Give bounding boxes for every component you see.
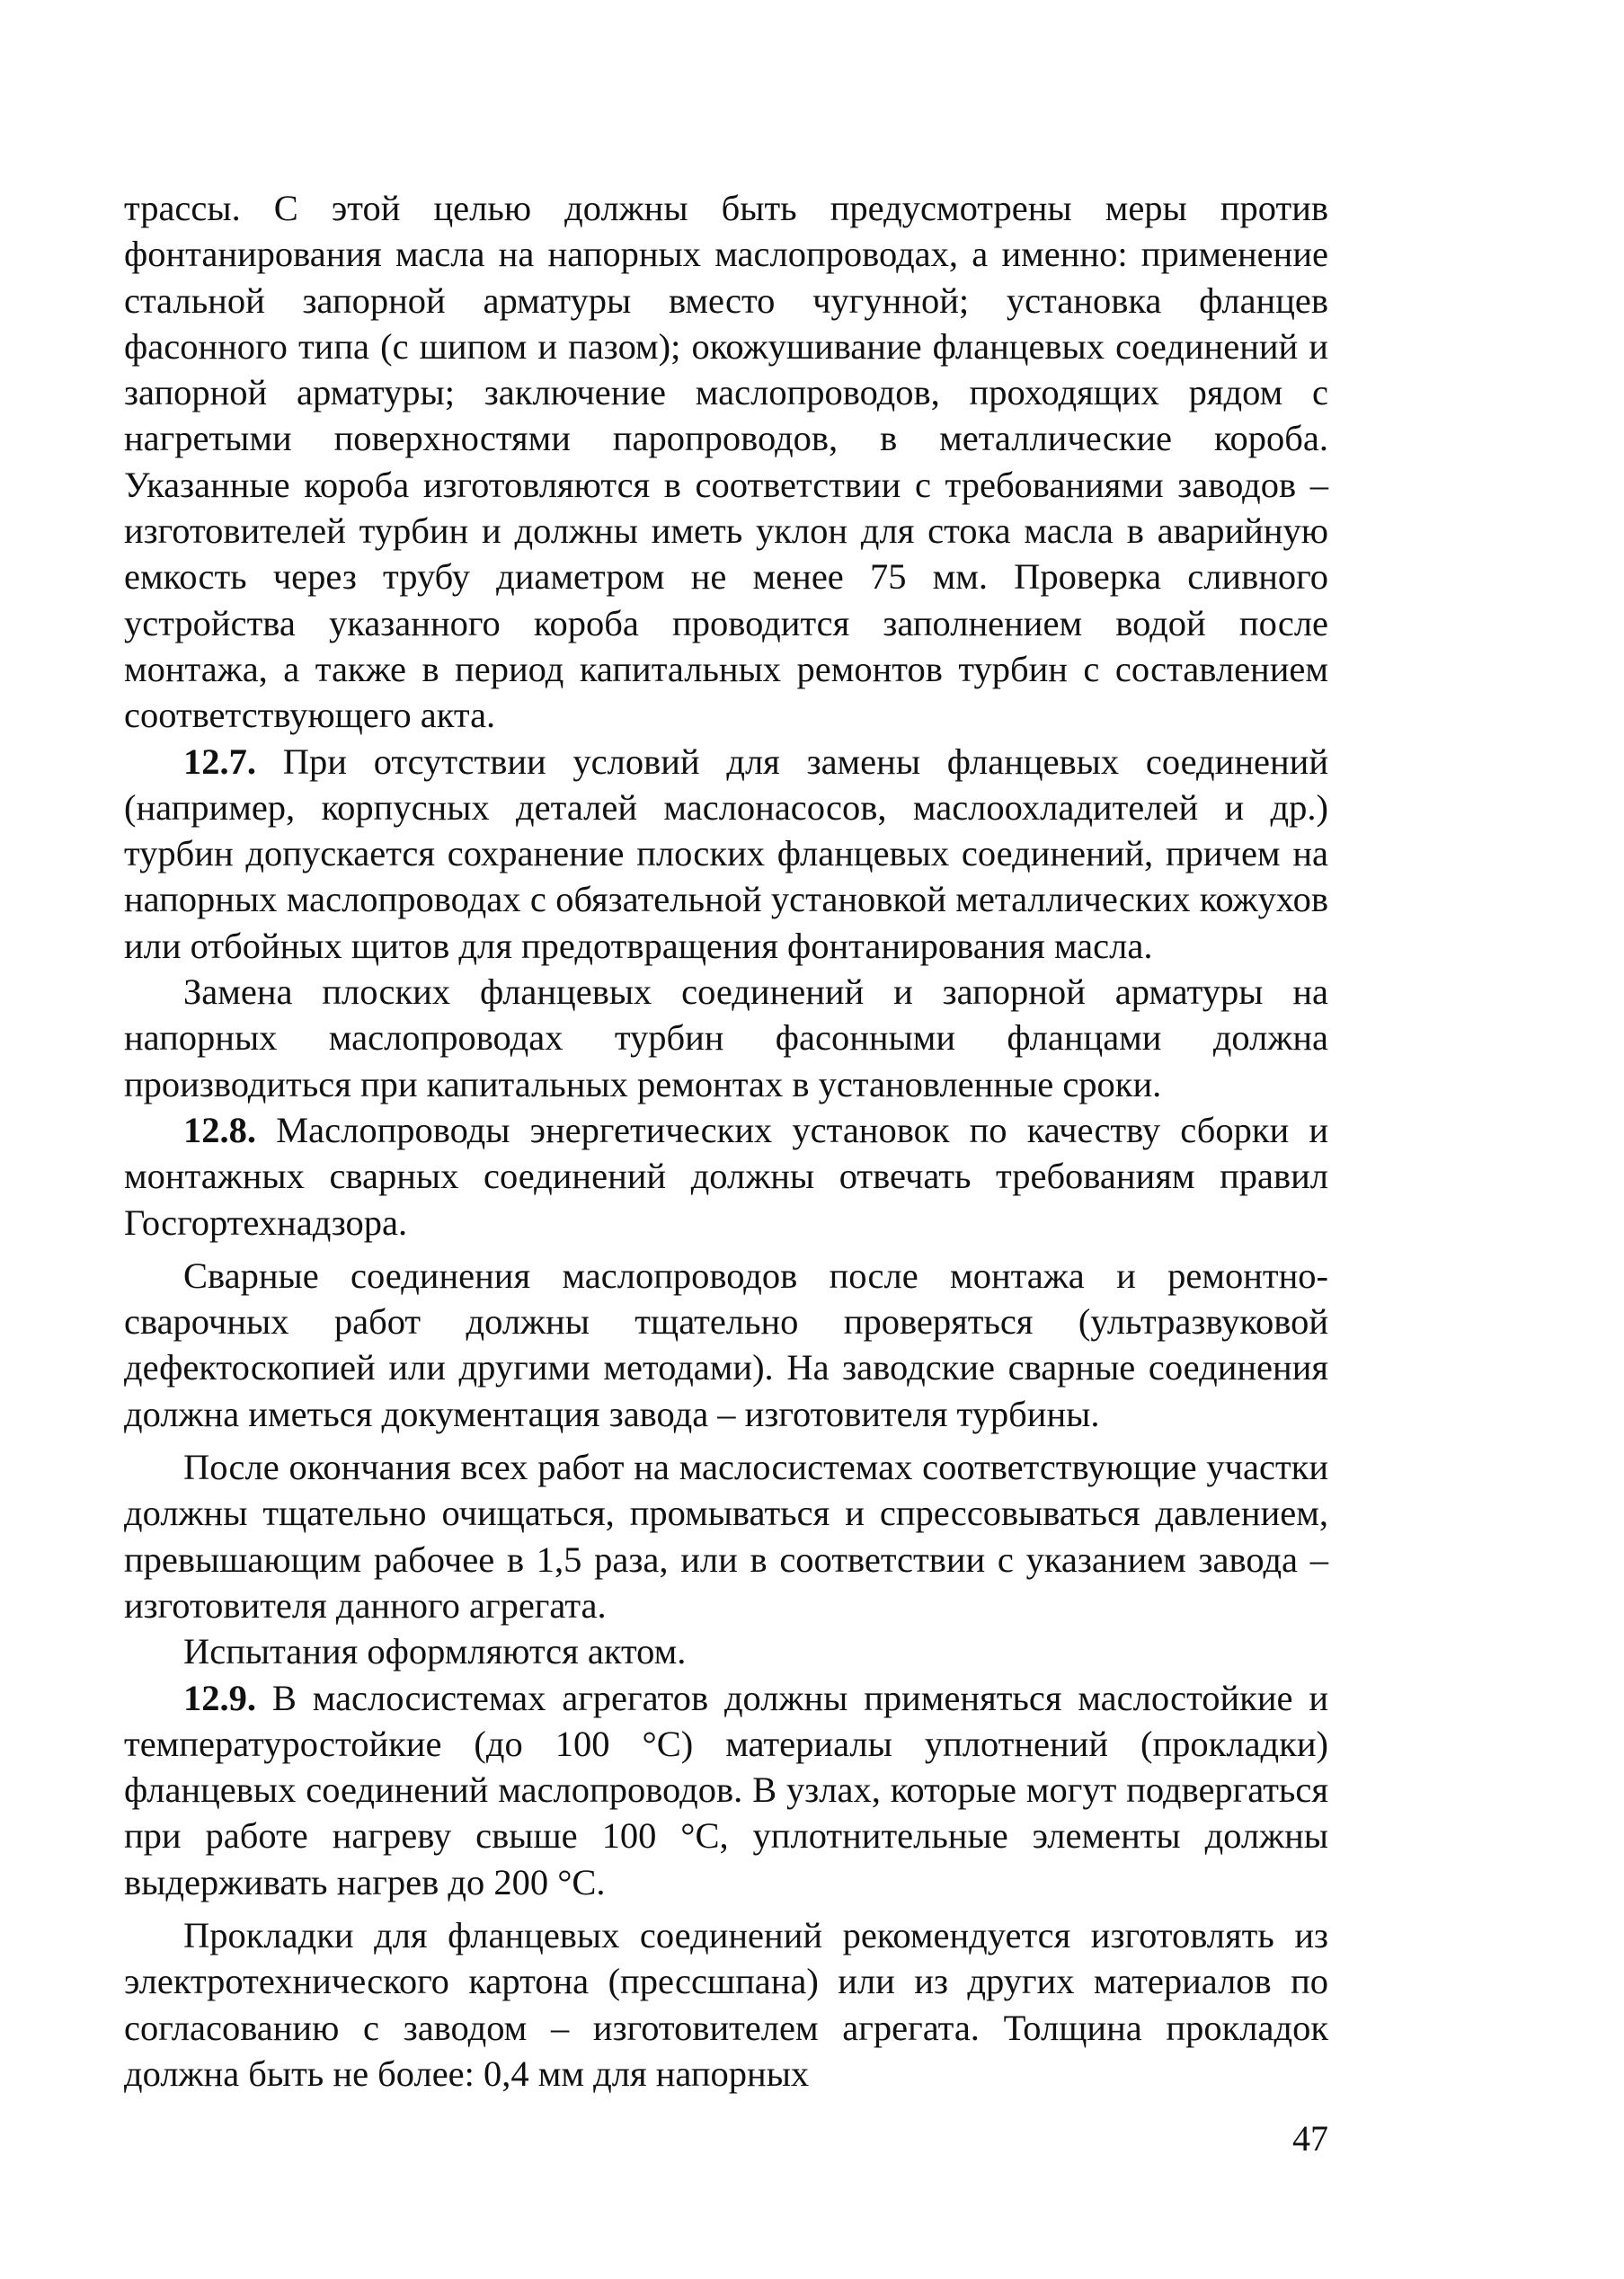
paragraph-text: В маслосистемах агрегатов должны применяться маслостойкие и температуростойкие (до 100 °С) материалы уплотнений (прокладки) фланцевых соединений маслопроводов. В узлах, которые могут подвергаться при работе нагреву свыше 100 °С, уплотнительные элементы должны выдерживать нагрев до 200 °С.: [124, 1677, 1329, 1902]
page-number: 47: [1292, 2118, 1328, 2159]
paragraph-text: Маслопроводы энергетических установок по качеству сборки и монтажных сварных соединений должны отвечать требованиям правил Госгортехнадзора.: [124, 1109, 1329, 1243]
paragraph-text: трассы. С этой целью должны быть предусмотрены меры против фонтанирования масла на напорных маслопроводах, а именно: применение стальной запорной арматуры вместо чугунной; установка фланцев фасонного типа (с шипом и пазом); окожушивание фланцевых соединений и запорной арматуры; заключение маслопроводов, проходящих рядом с нагретыми поверхностями паропроводов, в металлические короба. Указанные короба изготовляются в соответствии с требованиями заводов – изготовителей турбин и должны иметь уклон для стока масла в аварийную емкость через трубу диаметром не менее 75 мм. Проверка сливного устройства указанного короба проводится заполнением водой после монтажа, а также в период капитальных ремонтов турбин с составлением соответствующего акта.: [124, 188, 1328, 736]
paragraph-text: Сварные соединения маслопроводов после монтажа и ремонтно-сварочных работ должны тщательно проверяться (ультразвуковой дефектоскопией или другими методами). На заводские сварные соединения должна иметься документация завода – изготовителя турбины.: [124, 1255, 1328, 1434]
paragraph-text: Замена плоских фланцевых соединений и запорной арматуры на напорных маслопроводах турбин фасонными фланцами должна производиться при капитальных ремонтах в установленные сроки.: [124, 971, 1328, 1104]
paragraph-text: После окончания всех работ на маслосистемах соответствующие участки должны тщательно очищаться, промываться и спрессовываться давлением, превышающим рабочее в 1,5 раза, или в соответствии с указанием завода – изготовителя данного агрегата.: [124, 1447, 1328, 1626]
paragraph-continuation: [124, 185, 1328, 739]
paragraph-text: Прокладки для фланцевых соединений рекомендуется изготовлять из электротехнического картона (прессшпана) или из других материалов по согласованию с заводом – изготовителем агрегата. Толщина прокладок должна быть не более: 0,4 мм для напорных: [124, 1914, 1328, 2094]
paragraph-12-8: [124, 1107, 1328, 1246]
section-number: 12.8.: [183, 1109, 256, 1150]
paragraph-pressure-testing: [124, 1444, 1328, 1628]
paragraph-test-record: [124, 1628, 1328, 1674]
body-text: [124, 185, 1328, 2097]
paragraph-12-9: [124, 1675, 1328, 1905]
section-number: 12.7.: [183, 740, 256, 782]
paragraph-weld-inspection: [124, 1253, 1328, 1437]
paragraph-12-7: [124, 739, 1328, 969]
paragraph-flange-replacement: [124, 969, 1328, 1107]
section-number: 12.9.: [183, 1677, 256, 1718]
paragraph-gaskets: [124, 1912, 1328, 2097]
paragraph-text: Испытания оформляются актом.: [183, 1631, 687, 1672]
paragraph-text: При отсутствии условий для замены фланцевых соединений (например, корпусных деталей маслонасосов, маслоохладителей и др.) турбин допускается сохранение плоских фланцевых соединений, причем на напорных маслопроводах с обязательной установкой металлических кожухов или отбойных щитов для предотвращения фонтанирования масла.: [124, 740, 1329, 966]
